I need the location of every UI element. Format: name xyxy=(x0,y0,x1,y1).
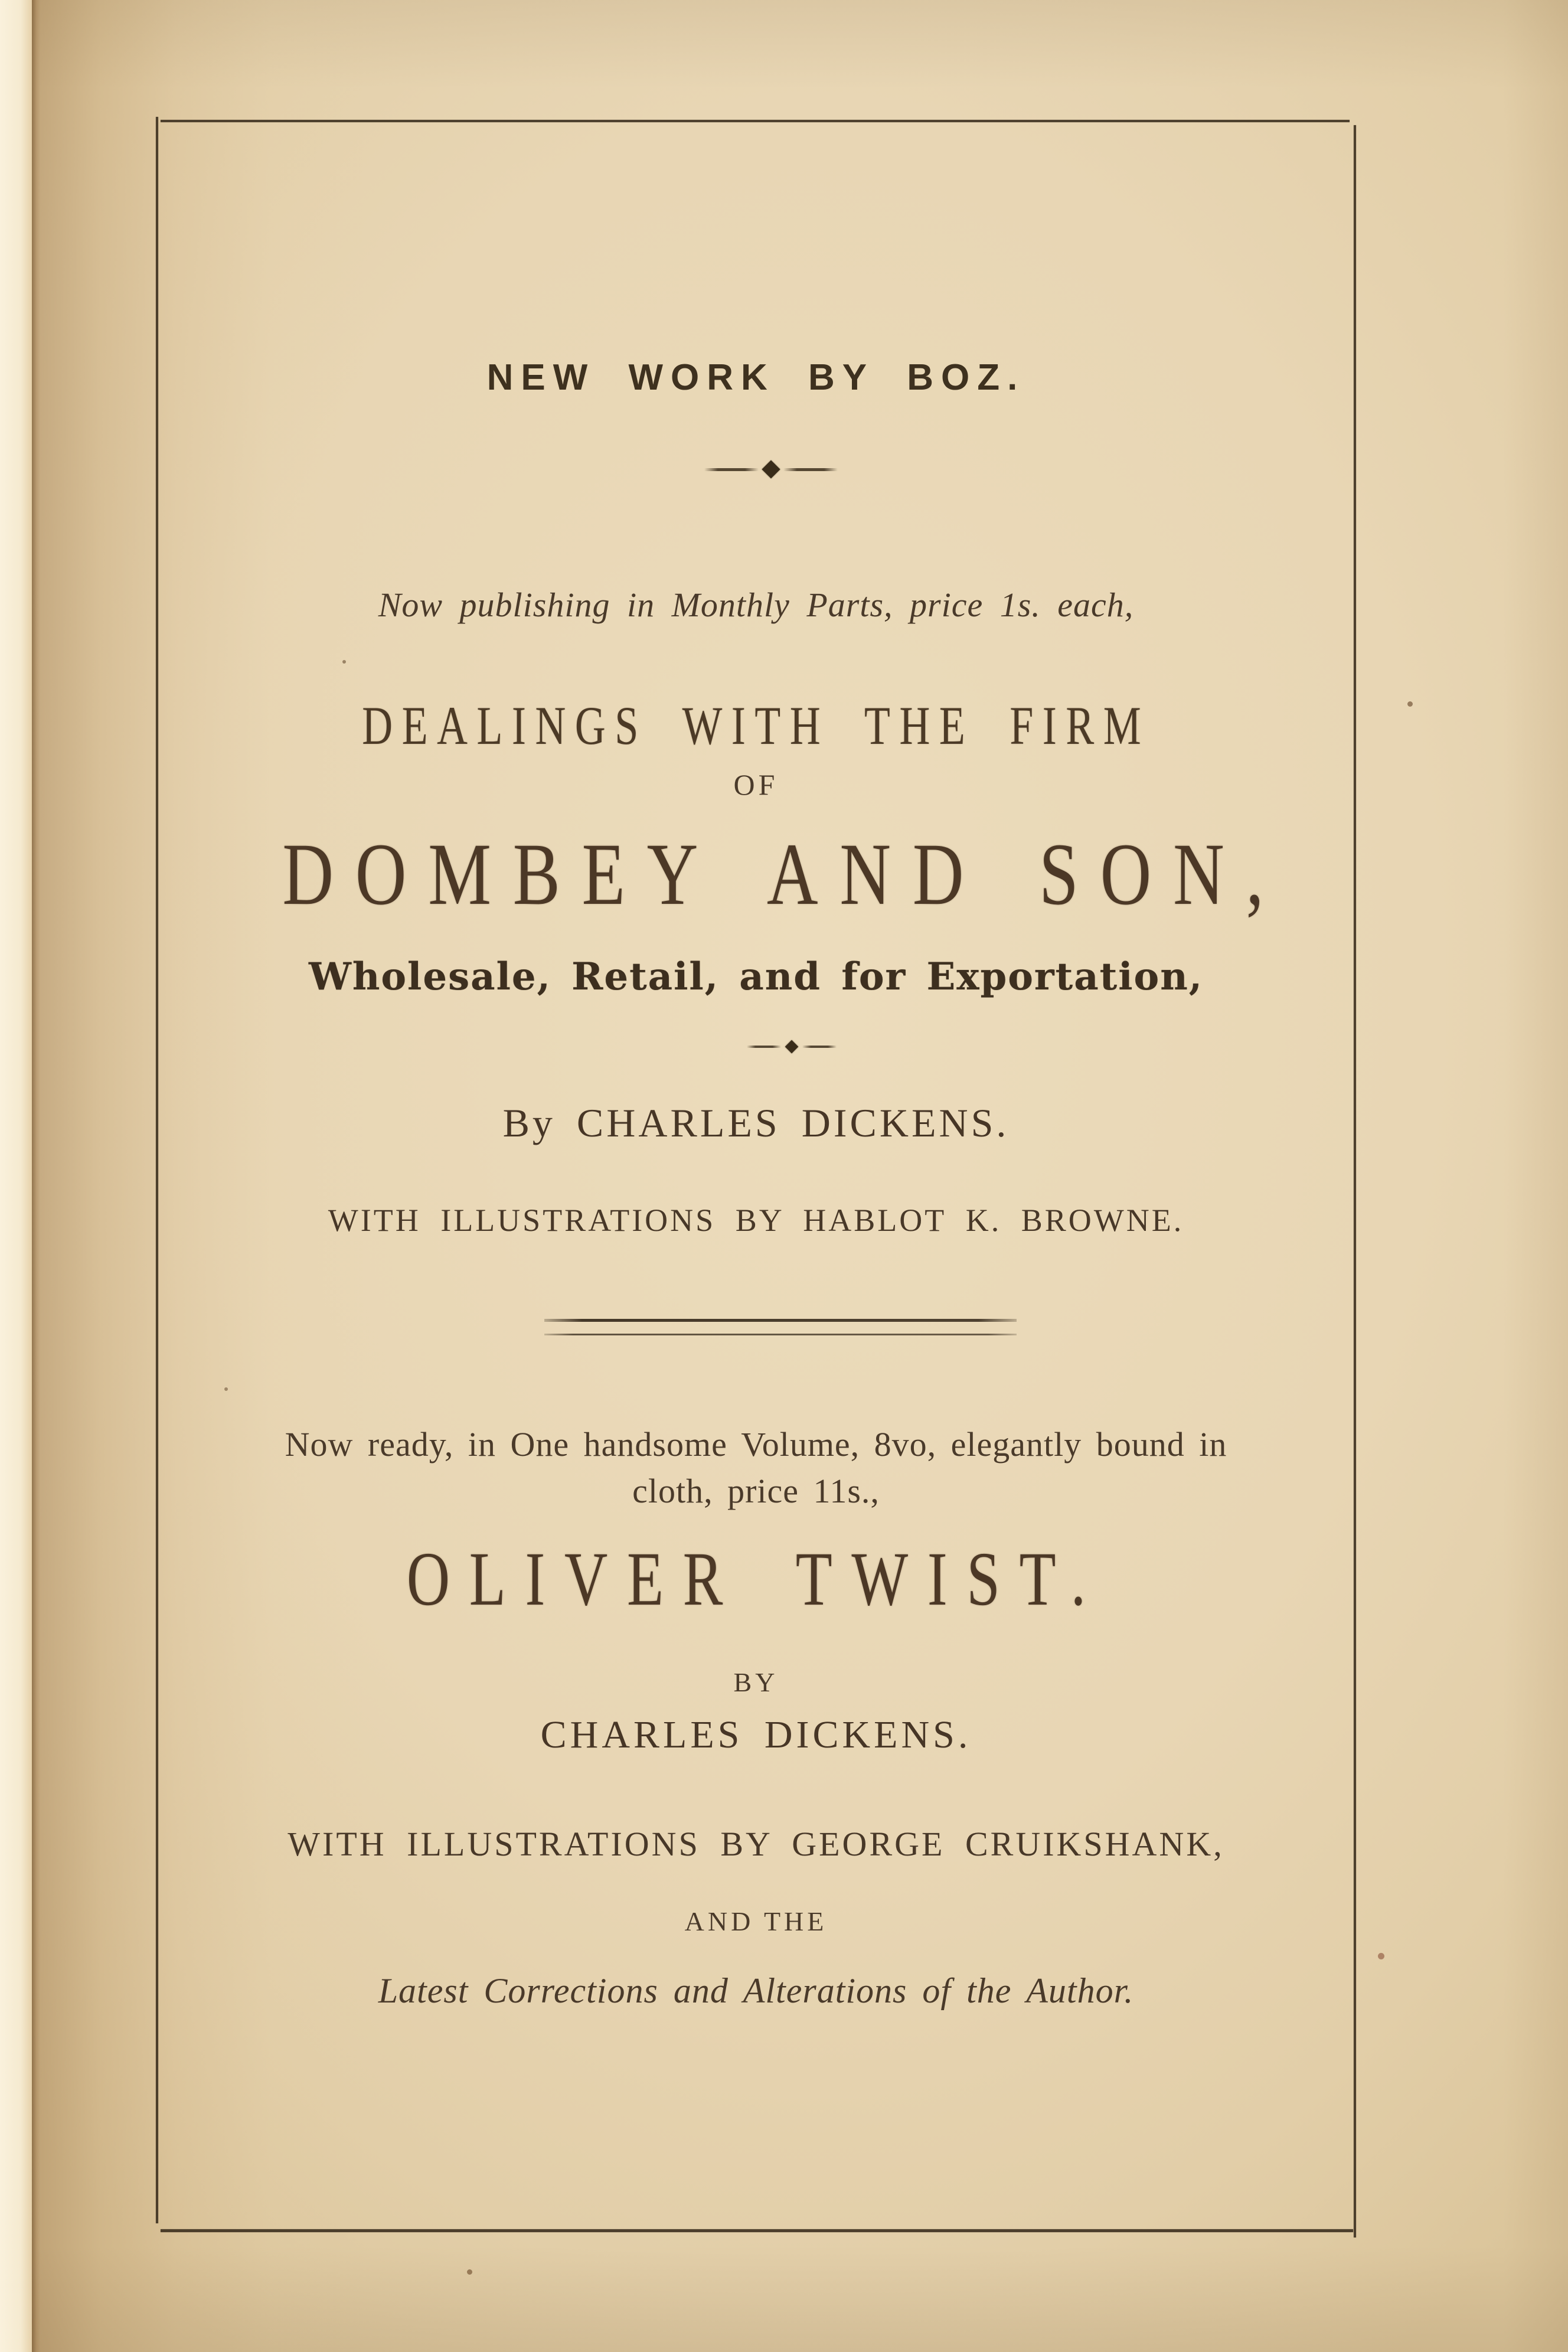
dombey-of-word: OF xyxy=(733,768,779,801)
dombey-main-title xyxy=(157,824,1355,925)
foxing-speck xyxy=(1378,1953,1384,1959)
oliver-availability-line-2: cloth, price 11s., xyxy=(632,1472,880,1510)
oliver-corrections-line: Latest Corrections and Alterations of the Author. xyxy=(378,1971,1134,2010)
diamond-rule-ornament xyxy=(157,460,1355,478)
diamond-icon xyxy=(785,1040,798,1054)
tapered-dash-icon xyxy=(747,1046,781,1048)
tapered-dash-icon xyxy=(783,468,838,471)
double-rule-divider xyxy=(157,1319,1355,1335)
dombey-trade-line: Wholesale, Retail, and for Exportation, xyxy=(308,955,1204,999)
border-line-bottom xyxy=(161,2229,1353,2232)
rule-line-lower xyxy=(544,1334,1017,1335)
foxing-speck xyxy=(1407,701,1413,707)
oliver-and-the: AND THE xyxy=(684,1906,828,1936)
dombey-publishing-line: Now publishing in Monthly Parts, price 1s. each, xyxy=(378,586,1134,624)
dombey-illustrator-line: WITH ILLUSTRATIONS BY HABLOT K. BROWNE. xyxy=(328,1203,1184,1238)
rule-line-upper xyxy=(544,1319,1017,1322)
oliver-main-title xyxy=(157,1535,1355,1623)
gutter-crease xyxy=(32,0,40,2352)
dombey-main-title-text: DOMBEY AND SON, xyxy=(282,825,1286,923)
foxing-speck xyxy=(467,2269,472,2275)
small-diamond-rule-ornament xyxy=(157,1039,1355,1054)
oliver-illustrator-line: WITH ILLUSTRATIONS BY GEORGE CRUIKSHANK, xyxy=(288,1825,1224,1863)
foxing-speck xyxy=(224,1387,228,1391)
page-header-title: NEW WORK BY BOZ. xyxy=(486,357,1025,398)
dombey-series-title-text: DEALINGS WITH THE FIRM xyxy=(361,695,1150,756)
border-line-top xyxy=(161,120,1350,122)
tapered-dash-icon xyxy=(802,1046,837,1048)
diamond-icon xyxy=(762,460,780,478)
oliver-main-title-text: OLIVER TWIST. xyxy=(406,1537,1106,1622)
dombey-series-title xyxy=(157,694,1355,757)
dombey-byline: By CHARLES DICKENS. xyxy=(502,1100,1010,1145)
foxing-speck xyxy=(342,660,346,664)
oliver-author: CHARLES DICKENS. xyxy=(540,1713,972,1756)
oliver-availability-line-1: Now ready, in One handsome Volume, 8vo, elegantly bound in xyxy=(285,1425,1227,1464)
tapered-dash-icon xyxy=(704,468,759,471)
adjacent-page-edge xyxy=(0,0,32,2352)
oliver-by-word: BY xyxy=(733,1667,779,1697)
